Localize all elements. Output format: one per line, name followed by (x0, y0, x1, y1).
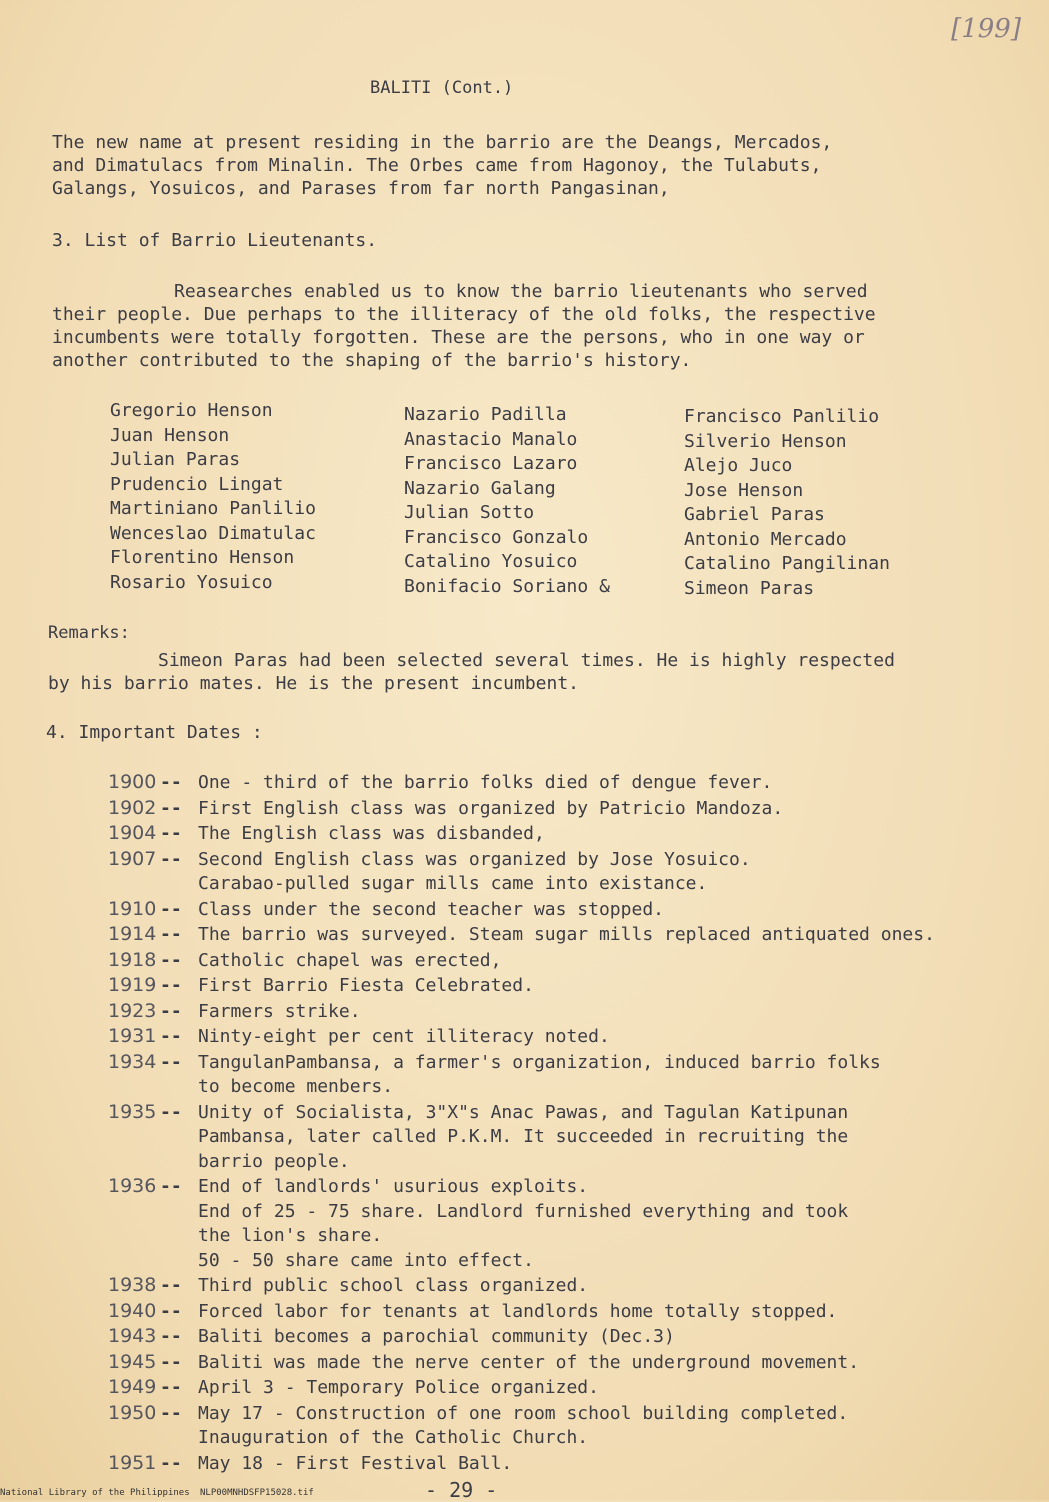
date-year: 1931 (108, 1025, 157, 1047)
date-entry (108, 1050, 935, 1076)
date-entry (108, 1324, 935, 1350)
date-dash: -- (160, 772, 182, 793)
date-entry (108, 948, 935, 974)
date-description: April 3 - Temporary Police organized. (198, 1377, 599, 1398)
date-dash: -- (160, 1051, 182, 1073)
remarks-label: Remarks: (48, 623, 130, 643)
date-description: First Barrio Fiesta Celebrated. (198, 975, 534, 996)
lieutenant-name: Juan Henson (110, 424, 230, 446)
date-description: Carabao-pulled sugar mills came into existance. (198, 873, 708, 894)
lieutenant-name: Wenceslao Dimatulac (110, 522, 316, 544)
lieutenant-name: Julian Paras (110, 449, 241, 470)
date-entry (108, 1375, 935, 1401)
date-dash: -- (160, 1026, 182, 1047)
date-description: May 18 - First Festival Ball. (198, 1452, 513, 1474)
footer-source: National Library of the Philippines (0, 1488, 190, 1498)
lieutenant-name: Simeon Paras (684, 577, 815, 599)
date-description: End of 25 - 75 share. Landlord furnished everything and took (198, 1200, 849, 1222)
date-description: Baliti was made the nerve center of the underground movement. (198, 1351, 860, 1373)
date-entry-continuation (108, 1150, 935, 1175)
lieutenant-name: Catalino Yosuico (404, 551, 578, 572)
date-entry (108, 1100, 935, 1126)
date-entry-continuation (108, 1426, 935, 1451)
date-dash: -- (160, 1452, 182, 1474)
text-line: Reasearches enabled us to know the barrio lieutenants who served (174, 281, 868, 302)
date-description: to become menbers. (198, 1076, 394, 1097)
lieutenant-name: Francisco Panlilio (684, 406, 880, 427)
lieutenant-name: Florentino Henson (110, 547, 295, 568)
lieutenants-column-2 (404, 403, 610, 599)
date-dash: -- (160, 1377, 182, 1398)
date-description: the lion's share. (198, 1225, 383, 1246)
date-dash: -- (160, 1275, 182, 1296)
date-dash: -- (160, 1402, 182, 1424)
date-description: Unity of Socialista, 3"X"s Anac Pawas, and Tagulan Katipunan (198, 1101, 849, 1123)
lieutenant-name: Jose Henson (684, 479, 804, 501)
lieutenant-name: Francisco Gonzalo (404, 526, 589, 548)
date-year: 1900 (108, 771, 157, 793)
lieutenant-name: Julian Sotto (404, 502, 535, 523)
date-description: The barrio was surveyed. Steam sugar mills replaced antiquated ones. (198, 924, 935, 945)
date-year: 1918 (108, 948, 157, 971)
date-year: 1919 (108, 974, 157, 996)
date-entry (108, 1174, 935, 1200)
date-dash: -- (160, 1351, 182, 1373)
date-description: Class under the second teacher was stopped. (198, 898, 664, 920)
date-dash: -- (160, 1326, 182, 1347)
date-year: 1934 (108, 1050, 157, 1073)
date-description: The English class was disbanded, (198, 823, 545, 844)
date-description: TangulanPambansa, a farmer's organization, induced barrio folks (198, 1051, 881, 1073)
date-description: 50 - 50 share came into effect. (198, 1249, 534, 1271)
text-line: their people. Due perhaps to the illiteracy of the old folks, the respective (52, 304, 876, 325)
date-description: Catholic chapel was erected, (198, 949, 502, 971)
date-year: 1950 (108, 1401, 157, 1424)
date-year: 1951 (108, 1451, 157, 1474)
date-year: 1914 (108, 923, 157, 945)
date-year: 1945 (108, 1350, 157, 1373)
lieutenant-name: Prudencio Lingat (110, 473, 284, 495)
date-dash: -- (160, 1101, 182, 1123)
footer-file-code: NLP00MNHDSFP15028.tif (200, 1488, 314, 1498)
important-dates-list (108, 770, 935, 1476)
date-description: Forced labor for tenants at landlords home totally stopped. (198, 1300, 838, 1322)
text-line: and Dimatulacs from Minalin. The Orbes came from Hagonoy, the Tulabuts, (52, 155, 822, 176)
lieutenant-name: Gregorio Henson (110, 400, 273, 421)
date-description: Farmers strike. (198, 1000, 361, 1022)
page-reference: [199] (951, 14, 1021, 44)
date-entry (108, 1273, 935, 1299)
lieutenant-name: Nazario Galang (404, 477, 556, 499)
lieutenant-name: Silverio Henson (684, 430, 847, 452)
date-description: barrio people. (198, 1150, 350, 1172)
section-4-heading: 4. Important Dates : (46, 722, 263, 743)
date-description: Pambansa, later called P.K.M. It succeeded in recruiting the (198, 1126, 849, 1147)
lieutenant-name: Anastacio Manalo (404, 428, 578, 450)
date-dash: -- (160, 975, 182, 996)
date-entry-continuation (108, 1075, 935, 1100)
date-dash: -- (160, 898, 182, 920)
date-entry (108, 1299, 935, 1325)
date-entry (108, 847, 935, 873)
date-description: One - third of the barrio folks died of dengue fever. (198, 772, 773, 793)
date-year: 1943 (108, 1325, 157, 1347)
date-entry (108, 770, 935, 796)
date-entry (108, 973, 935, 999)
remarks-text (48, 649, 895, 695)
date-year: 1936 (108, 1175, 157, 1197)
date-entry-continuation (108, 872, 935, 897)
date-description: End of landlords' usurious exploits. (198, 1176, 589, 1197)
lieutenants-column-3 (684, 405, 890, 601)
date-description: Inauguration of the Catholic Church. (198, 1427, 589, 1448)
date-year: 1940 (108, 1299, 157, 1322)
date-entry-continuation (108, 1224, 935, 1249)
date-dash: -- (160, 848, 182, 870)
date-entry-continuation (108, 1125, 935, 1150)
date-entry (108, 821, 935, 847)
date-dash: -- (160, 949, 182, 971)
date-description: Third public school class organized. (198, 1275, 589, 1296)
date-description: Ninty-eight per cent illiteracy noted. (198, 1026, 610, 1047)
lieutenant-name: Catalino Pangilinan (684, 553, 890, 574)
section-3-heading: 3. List of Barrio Lieutenants. (52, 230, 378, 251)
lieutenant-name: Rosario Yosuico (110, 571, 273, 593)
intro-paragraph (52, 131, 832, 200)
date-year: 1902 (108, 796, 157, 819)
date-year: 1907 (108, 847, 157, 870)
date-entry (108, 1350, 935, 1376)
lieutenant-name: Nazario Padilla (404, 404, 567, 425)
date-dash: -- (160, 797, 182, 819)
date-dash: -- (160, 1300, 182, 1322)
page-title: BALITI (Cont.) (370, 78, 514, 98)
lieutenant-name: Gabriel Paras (684, 504, 825, 525)
date-dash: -- (160, 1176, 182, 1197)
date-description: May 17 - Construction of one room school building completed. (198, 1402, 849, 1424)
text-line: Simeon Paras had been selected several times. He is highly respected (158, 650, 895, 671)
date-entry (108, 1401, 935, 1427)
date-entry (108, 922, 935, 948)
date-year: 1910 (108, 897, 157, 920)
lieutenant-name: Bonifacio Soriano & (404, 575, 610, 597)
lieutenant-name: Martiniano Panlilio (110, 498, 316, 519)
date-entry (108, 796, 935, 822)
date-entry (108, 897, 935, 923)
text-line: Galangs, Yosuicos, and Parases from far north Pangasinan, (52, 178, 670, 199)
date-year: 1938 (108, 1274, 157, 1296)
text-line: The new name at present residing in the barrio are the Deangs, Mercados, (52, 132, 833, 153)
date-entry (108, 1024, 935, 1050)
date-entry (108, 999, 935, 1025)
date-description: Baliti becomes a parochial community (Dec.3) (198, 1326, 675, 1347)
date-entry (108, 1451, 935, 1477)
date-description: Second English class was organized by Jose Yosuico. (198, 848, 751, 870)
date-year: 1935 (108, 1100, 157, 1123)
page-number: - 29 - (425, 1478, 498, 1502)
date-year: 1923 (108, 999, 157, 1022)
date-entry-continuation (108, 1200, 935, 1225)
section-3-paragraph (52, 280, 876, 372)
date-dash: -- (160, 823, 182, 844)
lieutenant-name: Francisco Lazaro (404, 453, 578, 474)
text-line: another contributed to the shaping of the barrio's history. (52, 350, 692, 371)
date-year: 1949 (108, 1376, 157, 1398)
text-line: by his barrio mates. He is the present incumbent. (48, 673, 580, 694)
lieutenant-name: Alejo Juco (684, 455, 793, 476)
date-entry-continuation (108, 1249, 935, 1274)
date-dash: -- (160, 1000, 182, 1022)
lieutenants-column-1 (110, 399, 316, 595)
lieutenant-name: Antonio Mercado (684, 528, 847, 550)
date-year: 1904 (108, 822, 157, 844)
text-line: incumbents were totally forgotten. These are the persons, who in one way or (52, 327, 865, 348)
date-dash: -- (160, 924, 182, 945)
date-description: First English class was organized by Patricio Mandoza. (198, 797, 784, 819)
